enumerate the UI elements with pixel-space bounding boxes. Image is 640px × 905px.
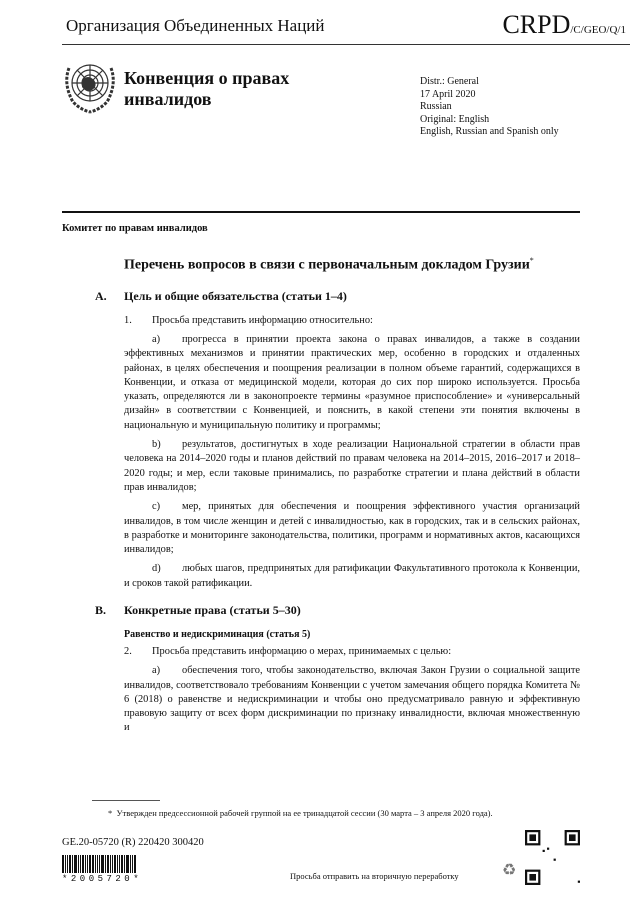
barcode-bar [78, 855, 79, 873]
item-text: результатов, достигнутых в ходе реализации Национальной стратегии в области прав человека на 2014–2020 годы и планов действий по правам человека на 2014–2015, 2016–2017 и 2018–2020 годы; и мер, если таковые принимались, по разработке стратегии и плана действий в области прав инвалидов; [124, 439, 580, 493]
barcode-bar [114, 855, 116, 873]
qr-module [554, 859, 556, 861]
barcode [62, 855, 150, 873]
barcode-bar [132, 855, 133, 873]
section-letter: A. [95, 288, 107, 303]
barcode-bar [85, 855, 86, 873]
header-rule [62, 44, 630, 45]
paragraph-number: 2. [124, 646, 132, 657]
barcode-bar [69, 855, 71, 873]
section-letter: B. [95, 603, 107, 617]
item-label: a) [152, 665, 161, 677]
section-title: Цель и общие обязательства (статьи 1–4) [124, 288, 347, 303]
spacer [0, 736, 640, 800]
section-b-heading [95, 603, 580, 618]
section-a-heading [95, 289, 580, 304]
item-label: a) [152, 333, 161, 345]
item-label: b) [152, 439, 161, 451]
qr-module [569, 834, 576, 841]
barcode-bar [99, 855, 100, 873]
footnote [108, 807, 508, 819]
item-label: c) [152, 501, 161, 513]
qr-module [547, 848, 549, 850]
barcode-bar [82, 855, 84, 873]
document-title [124, 252, 564, 275]
item-label: d) [152, 563, 161, 575]
distribution-block [420, 76, 559, 139]
paragraph-1-intro [124, 314, 580, 328]
convention-title: Конвенция о правах инвалидов [124, 68, 290, 109]
barcode-bar [87, 855, 88, 873]
barcode-bar [110, 855, 111, 873]
distribution-line: Distr.: General [420, 76, 479, 87]
barcode-text: *2005720* [62, 874, 143, 884]
barcode-bar [112, 855, 113, 873]
organization-name: Организация Объединенных Наций [66, 16, 325, 35]
committee-name: Комитет по правам инвалидов [62, 223, 208, 234]
subheading: Равенство и недискриминация (статья 5) [124, 629, 311, 640]
barcode-bar [89, 855, 91, 873]
paragraph-text: Просьба представить информацию относительно: [152, 314, 373, 326]
original-line: Original: English [420, 113, 490, 125]
list-item [124, 438, 580, 495]
qr-code-icon [525, 830, 580, 885]
document-symbol [502, 10, 626, 40]
barcode-bar [67, 855, 68, 873]
footnote-rule [92, 800, 160, 801]
paragraph-2-intro [124, 645, 580, 659]
list-item [124, 664, 580, 735]
barcode-bar [130, 855, 131, 873]
page-footer [0, 800, 640, 905]
date-line: 17 April 2020 [420, 88, 476, 100]
barcode-bar [74, 855, 77, 873]
qr-module [543, 850, 545, 852]
recycle-icon: ♻ [502, 862, 517, 879]
list-item [124, 333, 580, 433]
qr-module [578, 881, 580, 883]
barcode-bar [62, 855, 64, 873]
paragraph-number: 1. [124, 314, 132, 326]
barcode-bar [107, 855, 109, 873]
barcode-bar [121, 855, 123, 873]
list-item [124, 500, 580, 557]
main-content [0, 222, 640, 905]
footnote-mark: * [108, 808, 113, 818]
barcode-bar [80, 855, 81, 873]
symbol-suffix: /C/GEO/Q/1 [570, 24, 626, 36]
language-line: Russian [420, 101, 452, 112]
languages-only-line: English, Russian and Spanish only [420, 126, 559, 137]
section-title: Конкретные права (статьи 5–30) [124, 603, 301, 617]
divider-rule [62, 211, 580, 213]
barcode-bar [97, 855, 98, 873]
barcode-bar [65, 855, 66, 873]
symbol-main: CRPD [502, 10, 571, 39]
barcode-bar [105, 855, 106, 873]
barcode-bar [95, 855, 96, 873]
barcode-bar [72, 855, 73, 873]
qr-module [529, 874, 536, 881]
title-text: Перечень вопросов в связи с первоначальным докладом Грузии [124, 257, 530, 273]
item-text: обеспечения того, чтобы законодательство, включая Закон Грузии о социальной защите инвалидов, соответствовало требованиям Конвенции с учетом замечания общего порядка Комитета № 6 (2018) о равенстве и недискриминации и чтобы оно предусматривало равную и эффективную правовую защиту от всех форм дискриминации по признаку инвалидности, включая множественную и [124, 665, 580, 734]
barcode-bar [92, 855, 94, 873]
item-text: любых шагов, предпринятых для ратификации Факультативного протокола к Конвенции, и сроков такой ратификации. [124, 563, 580, 589]
footnote-text: Утвержден предсессионной рабочей группой на ее тринадцатой сессии (30 марта – 3 апреля 2020 года). [116, 808, 493, 818]
barcode-bar [124, 855, 125, 873]
document-body [0, 222, 580, 736]
job-number: GE.20-05720 (R) 220420 300420 [62, 837, 204, 848]
item-text: мер, принятых для обеспечения и поощрения эффективного участия организаций инвалидов, в том числе женщин и детей с инвалидностью, как в городских, так и в сельских районах, в разработке и мониторинге законодательства, политики, программ и нормативных актов, касающихся инвалидов; [124, 501, 580, 556]
barcode-bar [101, 855, 104, 873]
barcode-bar [134, 855, 136, 873]
barcode-bar [126, 855, 129, 873]
paragraph-text: Просьба представить информацию о мерах, принимаемых с целью: [152, 646, 452, 657]
list-item [124, 562, 580, 591]
un-emblem-icon [62, 56, 118, 114]
barcode-bar [117, 855, 118, 873]
barcode-bar [119, 855, 120, 873]
item-text: прогресса в принятии проекта закона о правах инвалидов, а также в создании эффективных механизмов и принятии практических мер, особенно в городских и отдаленных районах, в целях обеспечения и поощрения реализации в полном объеме гарантий, содержащихся в Конвенции, и отказа от медицинской модели, которая до сих пор широко используется. Просьба указать, определяются ли в законопроекте термины «разумное приспособление» и «универсальный дизайн» в соответствии с Конвенцией, и пояснить, в какой степени эти понятия включены в национальную и муниципальную политику и программы; [124, 333, 580, 431]
footnote-mark: * [529, 256, 534, 265]
qr-module [529, 834, 536, 841]
recycle-text: Просьба отправить на вторичную переработку [290, 871, 459, 881]
